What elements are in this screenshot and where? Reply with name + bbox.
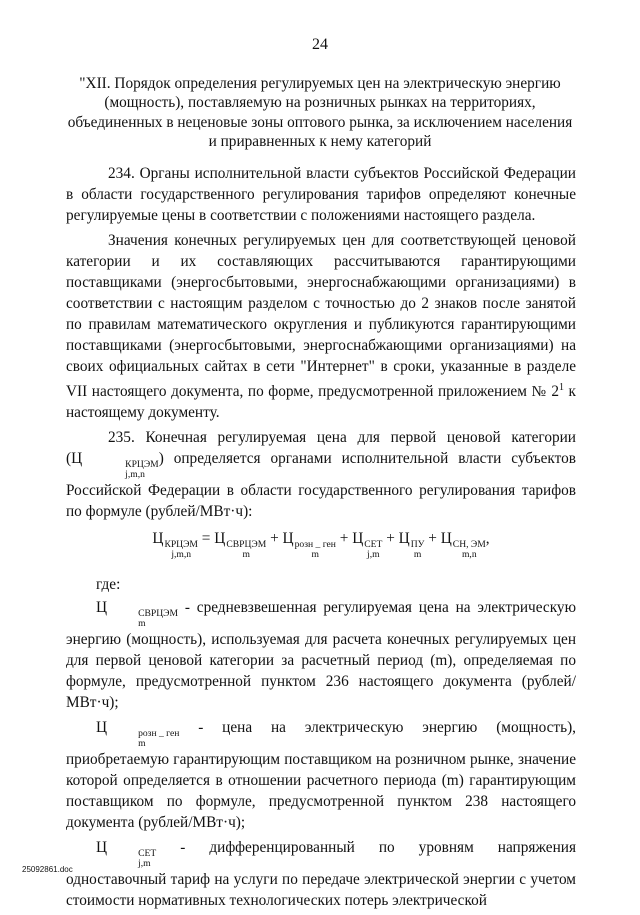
definition-set: Ц СЕТ j,m - дифференцированный по уровням напряжения одноставочный тариф на услуги по передаче электрической энергии с учетом стоимости нормативных технологических потерь электрической [66, 839, 576, 909]
definition-svrcem: Ц СВРЦЭМ m - средневзвешенная регулируемая цена на электрическую энергию (мощность), используемая для расчета конечных регулируемых цен для первой ценовой категории за расчетный период (m), определяемая по формуле, предусмотренной пунктом 236 настоящего документа (рублей/МВт·ч); [66, 599, 576, 711]
section-heading: "XII. Порядок определения регулируемых цен на электрическую энергию (мощность), поставляемую на розничных рынках на территориях, объединенных в неценовые зоны оптового рынка, за исключением населения и приравненных к нему категорий [67, 75, 573, 151]
definition-rozn: Ц розн _ ген m - цена на электрическую энергию (мощность), приобретаемую гарантирующим поставщиком на розничном рынке, значение которой определяется в отношении расчетного периода (m) гарантирующим поставщиком по формуле, предусмотренной пунктом 238 настоящего документа (рублей/МВт·ч); [66, 719, 576, 831]
symbol-krcem: Ц КРЦЭМ j,m,n [71, 450, 159, 480]
paragraph-values: Значения конечных регулируемых цен для соответствующей ценовой категории и их составляющих рассчитываются гарантирующими поставщиками (энергосбытовыми, энергоснабжающими организациями) в соответствии с настоящим разделом с точностью до 2 знаков после занятой по правилам математического округления и публикуются гарантирующими поставщиками (энергосбытовыми, энергоснабжающими организациями) на своих официальных сайтах в сети "Интернет" в сроки, указанные в разделе VII настоящего документа, по форме, предусмотренной приложением № $2^1$ к настоящему документу. [66, 232, 576, 421]
file-name: 25092861.doc [22, 865, 73, 874]
document-body [66, 163, 576, 915]
page-number: 24 [312, 36, 328, 53]
paragraph-235: 235. Конечная регулируемая цена для первой ценовой категории (Ц КРЦЭМ j,m,n ) определяется органами исполнительной власти субъектов Российской Федерации в области государственного регулирования тарифов по формуле (рублей/МВт·ч): [66, 429, 576, 520]
where-label: где: [96, 576, 121, 593]
paragraph-234: 234. Органы исполнительной власти субъектов Российской Федерации в области государственного регулирования тарифов определяют конечные регулируемые цены в соответствии с положениями настоящего раздела. [66, 165, 576, 224]
price-formula: Ц КРЦЭМ j,m,n = Ц СВРЦЭМ m + Ц розн _ ген m + Ц СЕТ j,m + Ц ПУ m + Ц СН, ЭМ m,n , [152, 530, 490, 560]
